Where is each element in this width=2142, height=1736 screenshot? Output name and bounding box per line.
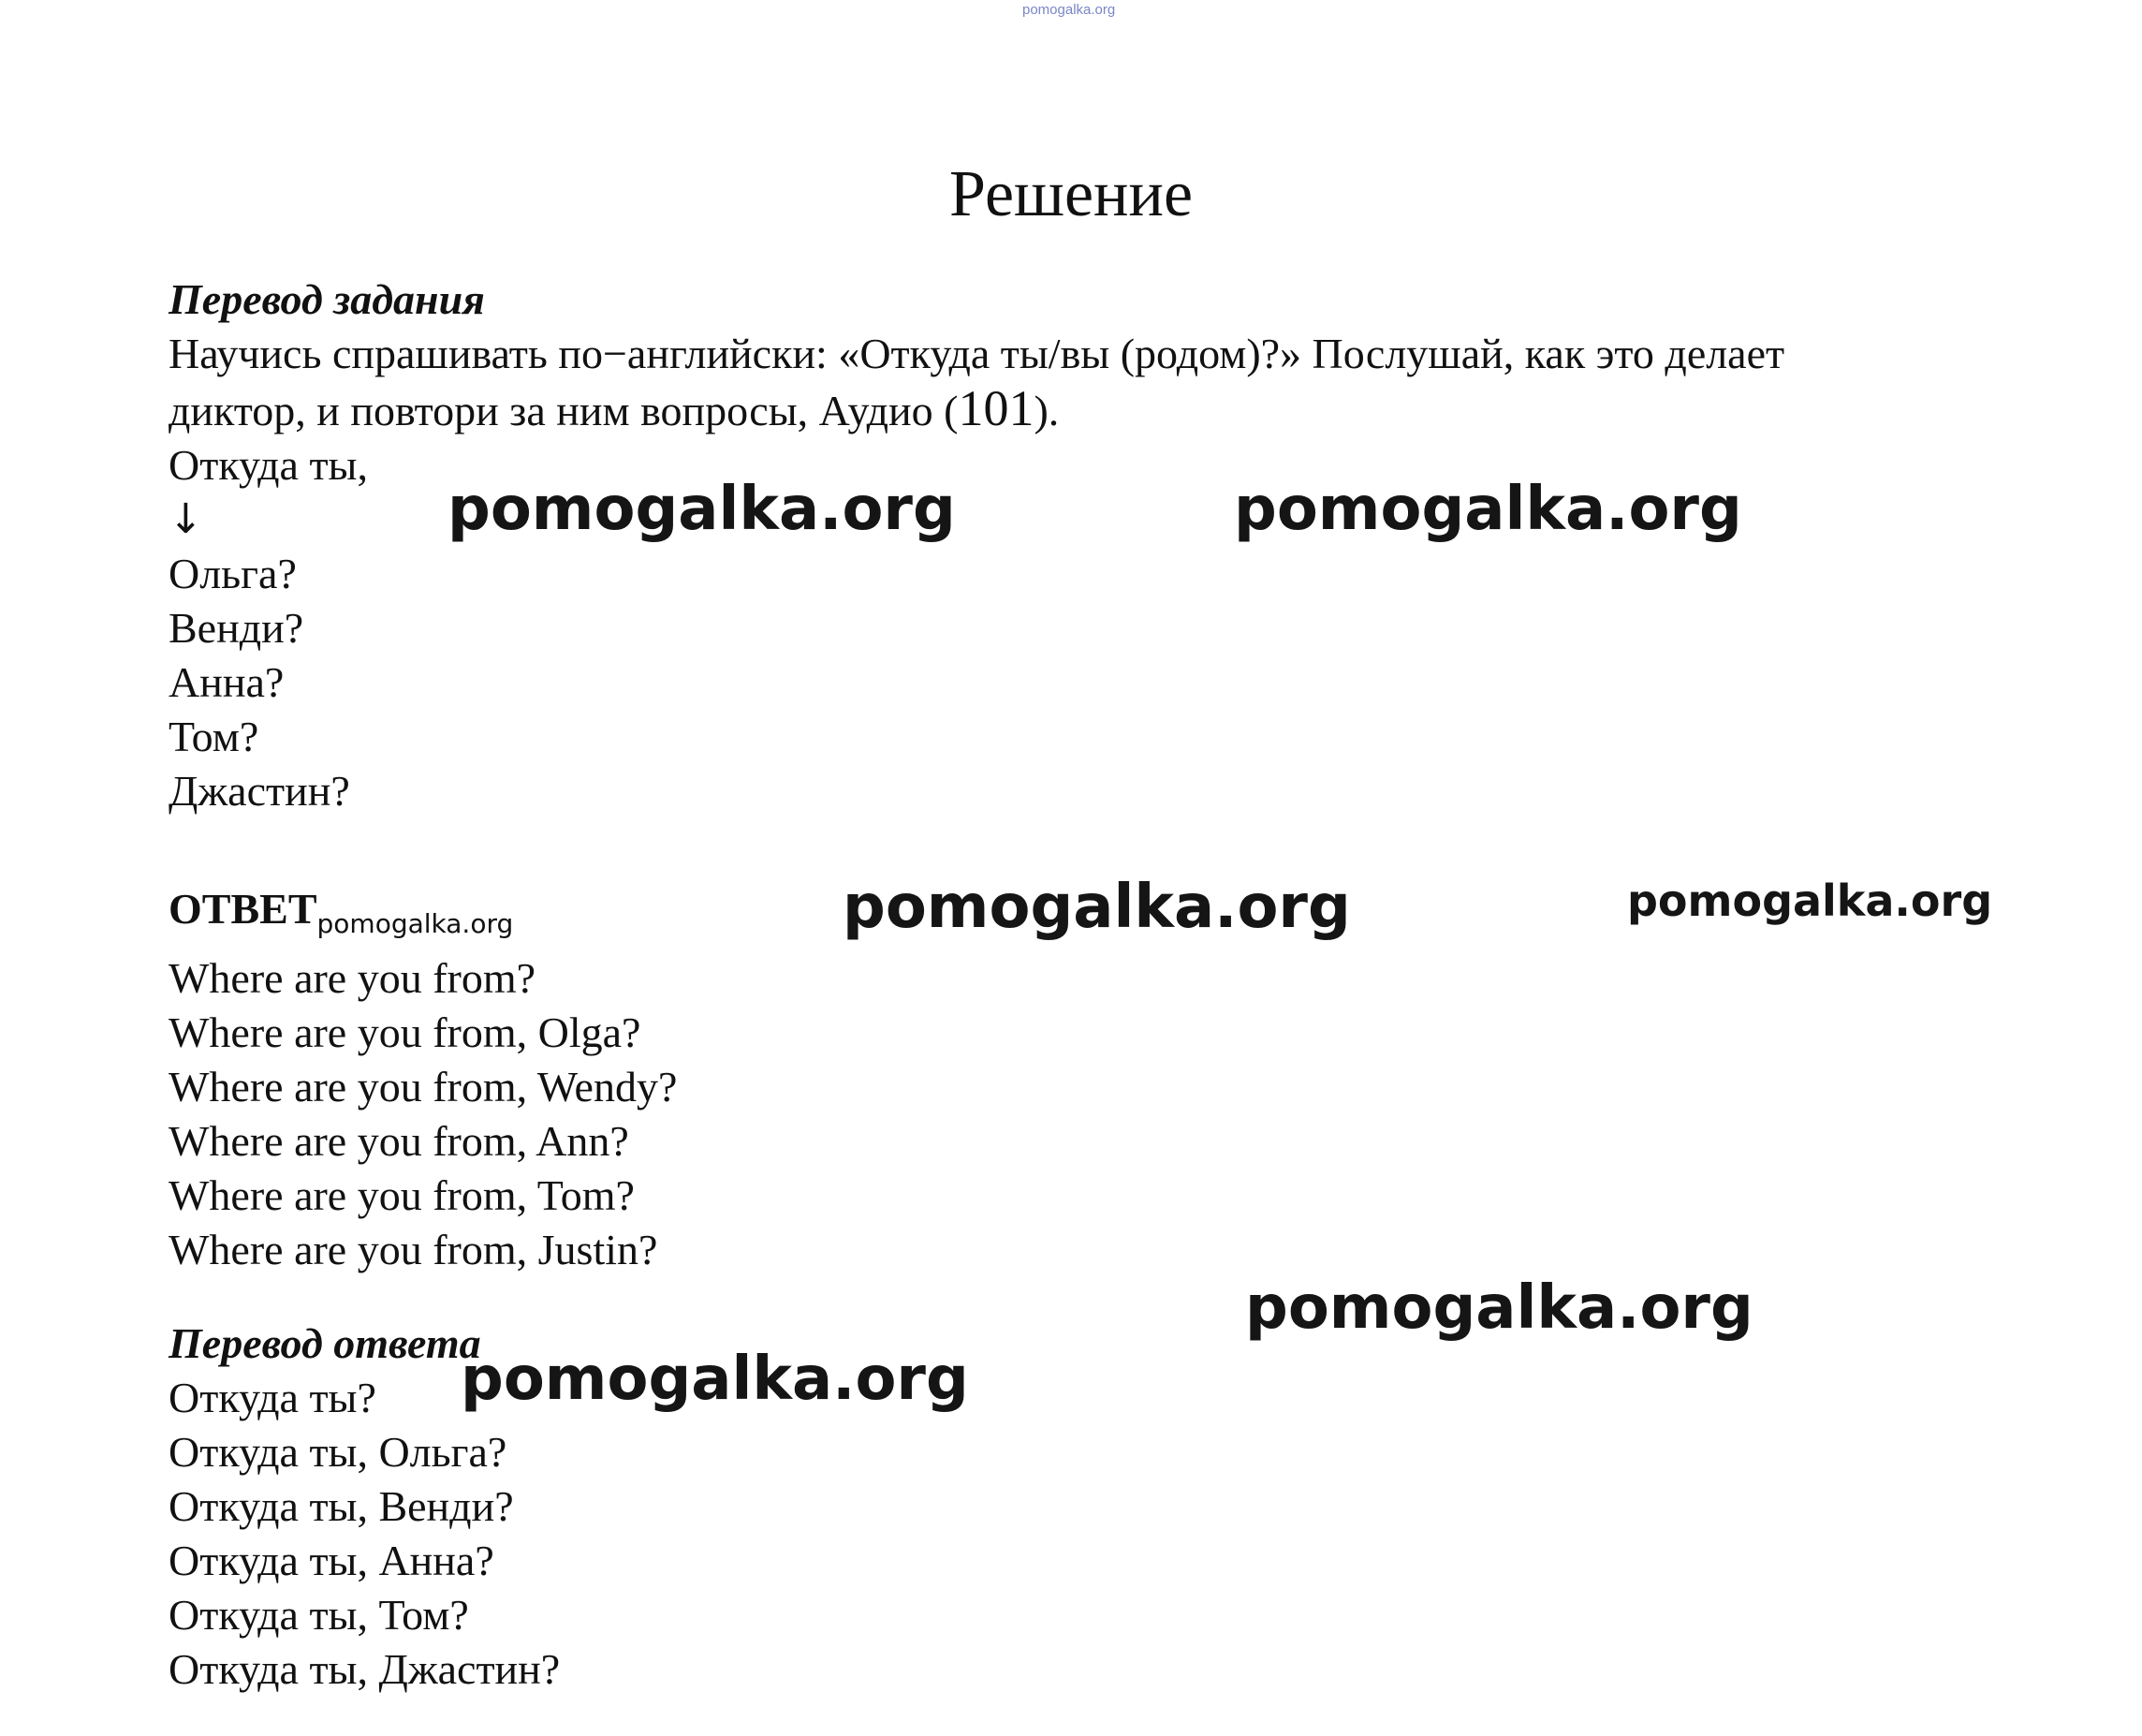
translation-line: Откуда ты, Анна? [169,1537,494,1584]
down-arrow-icon: ↓ [169,495,203,543]
task-heading: Перевод задания [169,275,485,323]
task-section [169,272,1784,818]
name-item: Венди? [169,604,304,652]
inline-watermark: pomogalka.org [316,908,514,939]
name-item: Том? [169,713,259,760]
audio-number: 101 [958,380,1034,436]
question-intro: Откуда ты, [169,441,368,489]
watermark: pomogalka.org [1234,475,1742,544]
task-text-line-1: Научись спрашивать по−английски: «Откуда ты/вы (родом)?» Послушай, как это делает [169,330,1785,377]
translation-line: Откуда ты? [169,1374,376,1421]
translation-line: Откуда ты, Венди? [169,1482,514,1530]
answer-line: Where are you from, Wendy? [169,1063,678,1111]
answer-line: Where are you from, Tom? [169,1171,635,1219]
answer-line: Where are you from? [169,954,536,1002]
answer-line: Where are you from, Olga? [169,1008,641,1056]
task-text-line-2-suffix: ). [1034,387,1060,434]
answer-heading [169,882,677,951]
translation-line: Откуда ты, Джастин? [169,1645,561,1693]
answer-line: Where are you from, Ann? [169,1117,629,1165]
name-item: Ольга? [169,550,297,597]
watermark: pomogalka.org [461,1345,969,1414]
task-text-line-2-prefix: диктор, и повтори за ним вопросы, Аудио ( [169,387,959,434]
answer-heading-text: ОТВЕТ [169,885,317,933]
answer-line: Where are you from, Justin? [169,1226,658,1273]
watermark: pomogalka.org [1245,1273,1753,1343]
translation-line: Откуда ты, Ольга? [169,1428,507,1476]
name-item: Анна? [169,658,285,706]
page-title: Решение [948,158,1194,230]
watermark: pomogalka.org [843,873,1351,942]
translation-line: Откуда ты, Том? [169,1591,469,1639]
watermark: pomogalka.org [1627,875,1993,926]
watermark: pomogalka.org [447,475,956,544]
answer-section [169,882,677,1277]
task-text-line-2 [169,381,1784,438]
top-watermark: pomogalka.org [1022,2,1116,18]
answer-translation-heading: Перевод ответа [169,1319,481,1367]
name-item: Джастин? [169,767,350,815]
